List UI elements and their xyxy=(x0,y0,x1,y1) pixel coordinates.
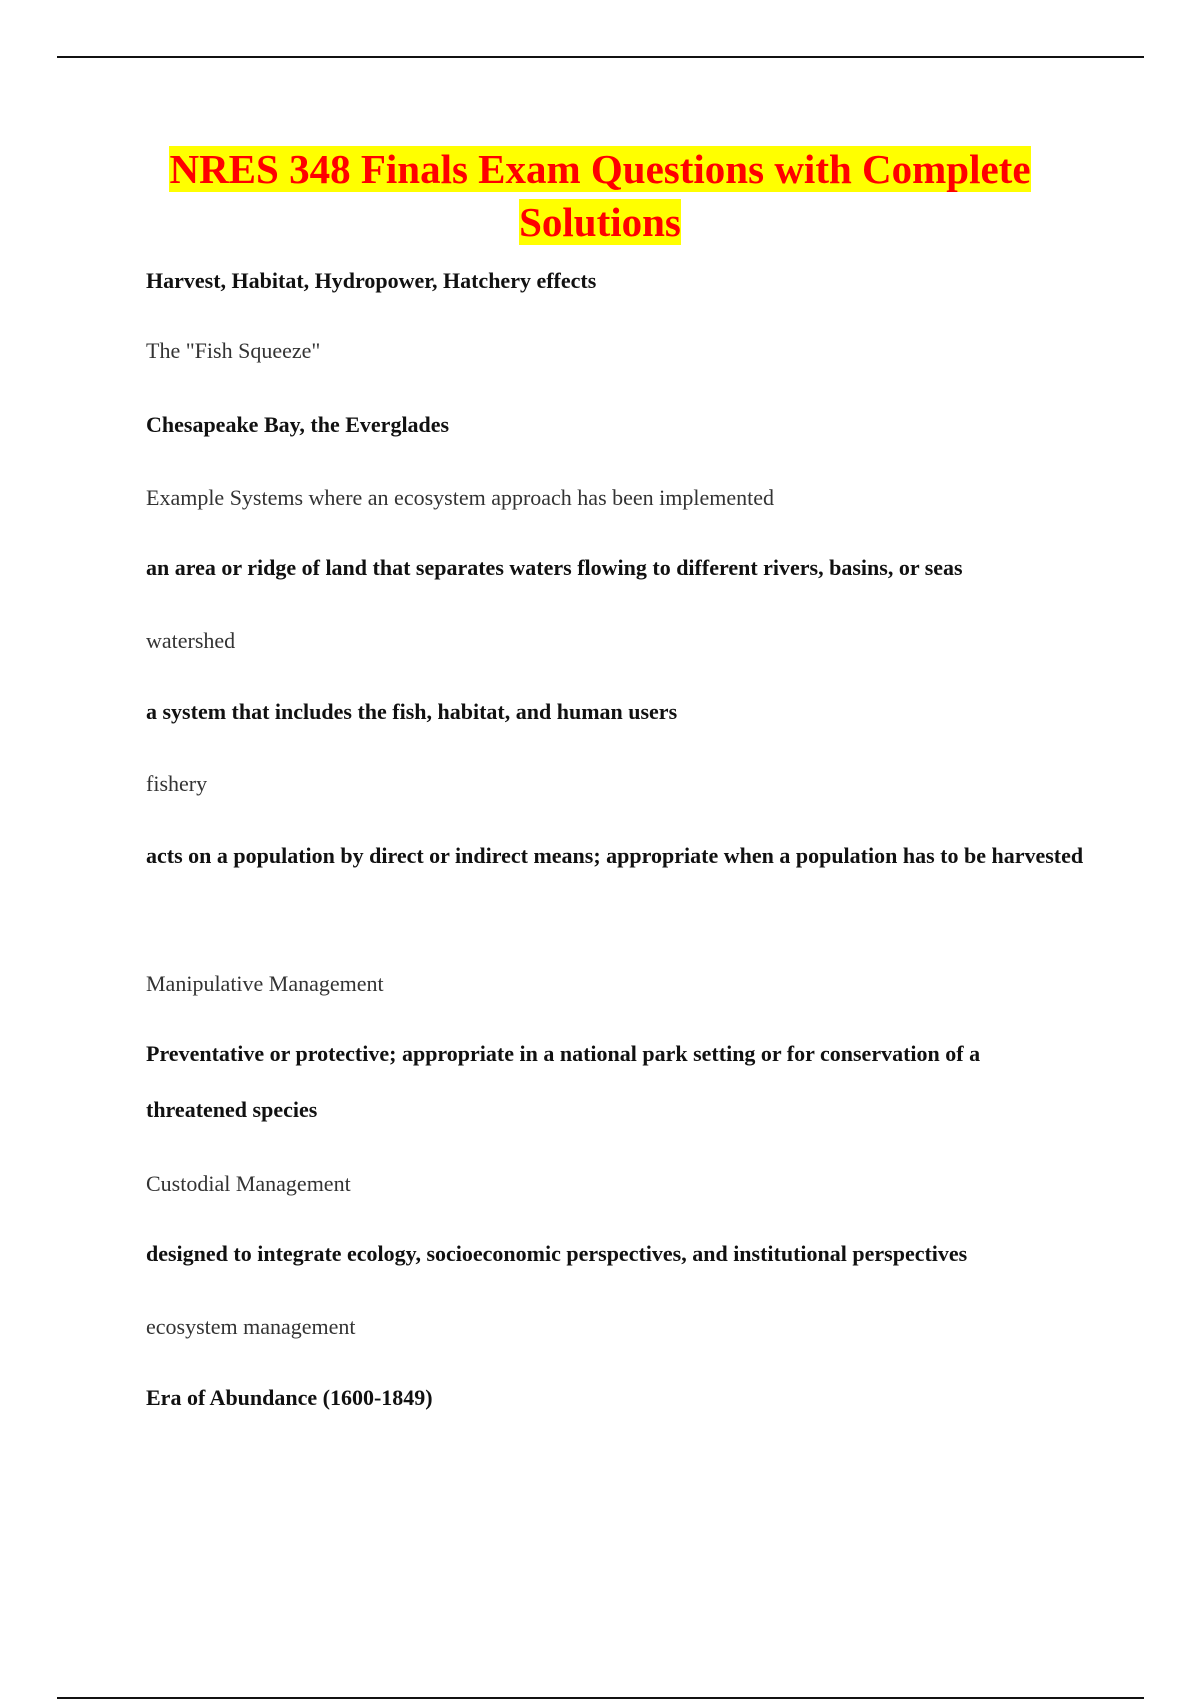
question-5: acts on a population by direct or indirect means; appropriate when a population has to be harvested xyxy=(146,843,1084,868)
answer-4: fishery xyxy=(146,771,208,796)
answer-6: Custodial Management xyxy=(146,1171,351,1196)
question-7: designed to integrate ecology, socioeconomic perspectives, and institutional perspectives xyxy=(146,1241,968,1266)
question-4: a system that includes the fish, habitat, and human users xyxy=(146,699,678,724)
question-3: an area or ridge of land that separates waters flowing to different rivers, basins, or seas xyxy=(146,555,963,580)
answer-5: Manipulative Management xyxy=(146,971,384,996)
footer-rule xyxy=(57,1697,1144,1699)
document-title xyxy=(100,143,1100,249)
answer-1: The "Fish Squeeze" xyxy=(146,338,321,363)
answer-3: watershed xyxy=(146,628,236,653)
answer-2: Example Systems where an ecosystem approach has been implemented xyxy=(146,485,775,510)
question-2: Chesapeake Bay, the Everglades xyxy=(146,412,450,437)
answer-7: ecosystem management xyxy=(146,1314,356,1339)
question-1: Harvest, Habitat, Hydropower, Hatchery effects xyxy=(146,268,597,293)
header-rule xyxy=(57,56,1144,58)
question-6: Preventative or protective; appropriate in a national park setting or for conservation of a threatened species xyxy=(146,1041,981,1122)
question-8: Era of Abundance (1600-1849) xyxy=(146,1385,433,1410)
document-title-text: NRES 348 Finals Exam Questions with Complete Solutions xyxy=(169,146,1031,245)
